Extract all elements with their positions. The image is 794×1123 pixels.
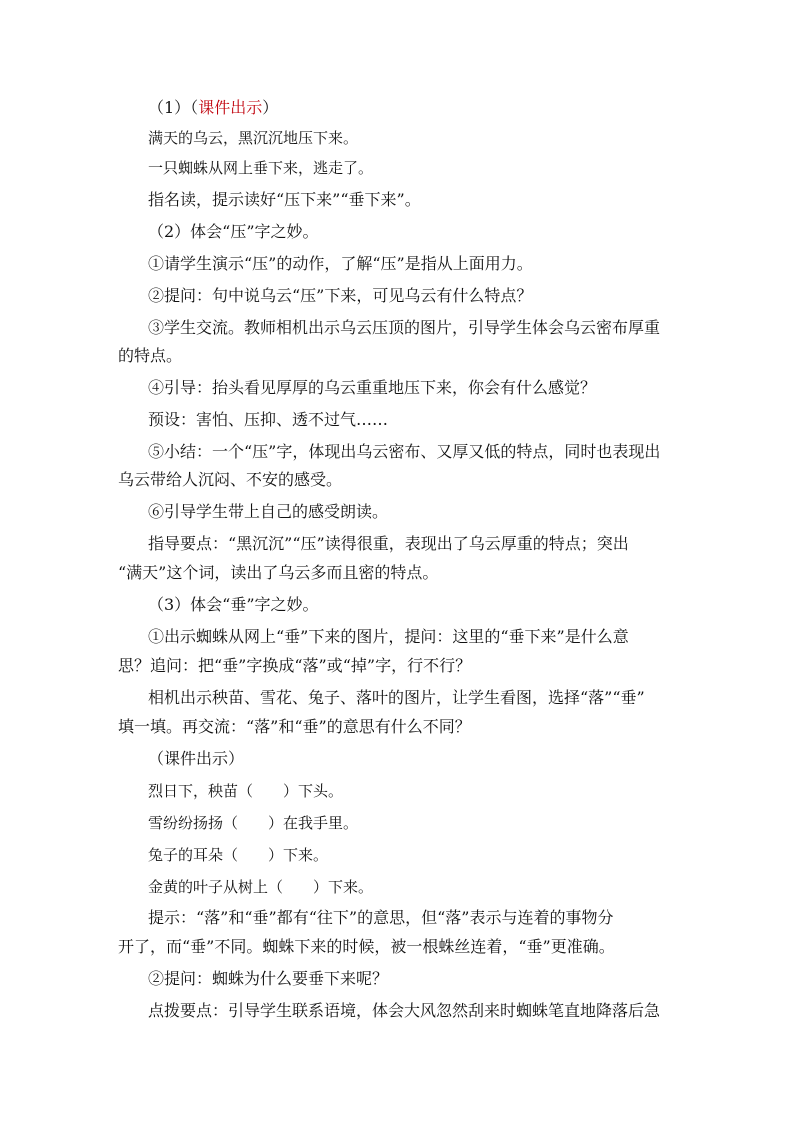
- paragraph-line: ⑥引导学生带上自己的感受朗读。: [148, 502, 389, 521]
- paragraph-line: 相机出示秧苗、雪花、兔子、落叶的图片，让学生看图，选择“落”“垂”: [148, 688, 645, 707]
- paragraph-line: ③学生交流。教师相机出示乌云压顶的图片，引导学生体会乌云密布厚重: [148, 318, 661, 337]
- paragraph-line: 开了，而“垂”不同。蜘蛛下来的时候，被一根蛛丝连着，“垂”更准确。: [118, 937, 615, 956]
- example-sentence-2: 一只蜘蛛从网上垂下来，逃走了。: [148, 159, 374, 177]
- paragraph-line: 点拨要点：引导学生联系语境，体会大风忽然刮来时蜘蛛笔直地降落后急: [148, 1001, 661, 1020]
- heading-prefix: （1）（: [148, 98, 199, 117]
- example-sentence-1: 满天的乌云，黑沉沉地压下来。: [148, 129, 359, 147]
- paragraph-line: ④引导：抬头看见厚厚的乌云重重地压下来，你会有什么感觉？: [148, 378, 597, 397]
- paragraph-line: ①请学生演示“压”的动作，了解“压”是指从上面用力。: [148, 254, 533, 273]
- paragraph-line: ②提问：蜘蛛为什么要垂下来呢？: [148, 969, 389, 988]
- section-3-heading: （3）体会“垂”字之妙。: [148, 595, 319, 614]
- fill-blank-item: 雪纷纷扬扬（ ）在我手里。: [148, 814, 359, 832]
- fill-blank-item: 烈日下，秧苗（ ）下头。: [148, 782, 344, 800]
- courseware-label: 课件出示: [198, 98, 263, 117]
- heading-suffix: ）: [262, 98, 279, 117]
- courseware-heading: （课件出示）: [148, 749, 245, 768]
- paragraph-line: 乌云带给人沉闷、不安的感受。: [118, 470, 343, 489]
- section-1-heading: [148, 97, 688, 119]
- paragraph-line: 的特点。: [118, 346, 183, 365]
- section-2-heading: （2）体会“压”字之妙。: [148, 222, 319, 241]
- paragraph-line: 填一填。再交流：“落”和“垂”的意思有什么不同？: [118, 717, 471, 736]
- paragraph-line: 指名读，提示读好“压下来”“垂下来”。: [148, 190, 421, 209]
- fill-blank-item: 兔子的耳朵（ ）下来。: [148, 846, 329, 864]
- paragraph-line: 指导要点：“黑沉沉”“压”读得很重，表现出了乌云厚重的特点；突出: [148, 534, 629, 553]
- paragraph-line: 思？追问：把“垂”字换成“落”或“掉”字，行不行？: [118, 656, 472, 675]
- paragraph-line: ②提问：句中说乌云“压”下来，可见乌云有什么特点？: [148, 286, 533, 305]
- fill-blank-item: 金黄的叶子从树上（ ）下来。: [148, 878, 374, 896]
- paragraph-line: “满天”这个词，读出了乌云多而且密的特点。: [118, 563, 439, 582]
- paragraph-line: ①出示蜘蛛从网上“垂”下来的图片，提问：这里的“垂下来”是什么意: [148, 627, 629, 646]
- paragraph-line: 预设：害怕、压抑、透不过气……: [148, 410, 389, 429]
- paragraph-line: 提示：“落”和“垂”都有“往下”的意思，但“落”表示与连着的事物分: [148, 908, 614, 927]
- paragraph-line: ⑤小结：一个“压”字，体现出乌云密布、又厚又低的特点，同时也表现出: [148, 442, 661, 461]
